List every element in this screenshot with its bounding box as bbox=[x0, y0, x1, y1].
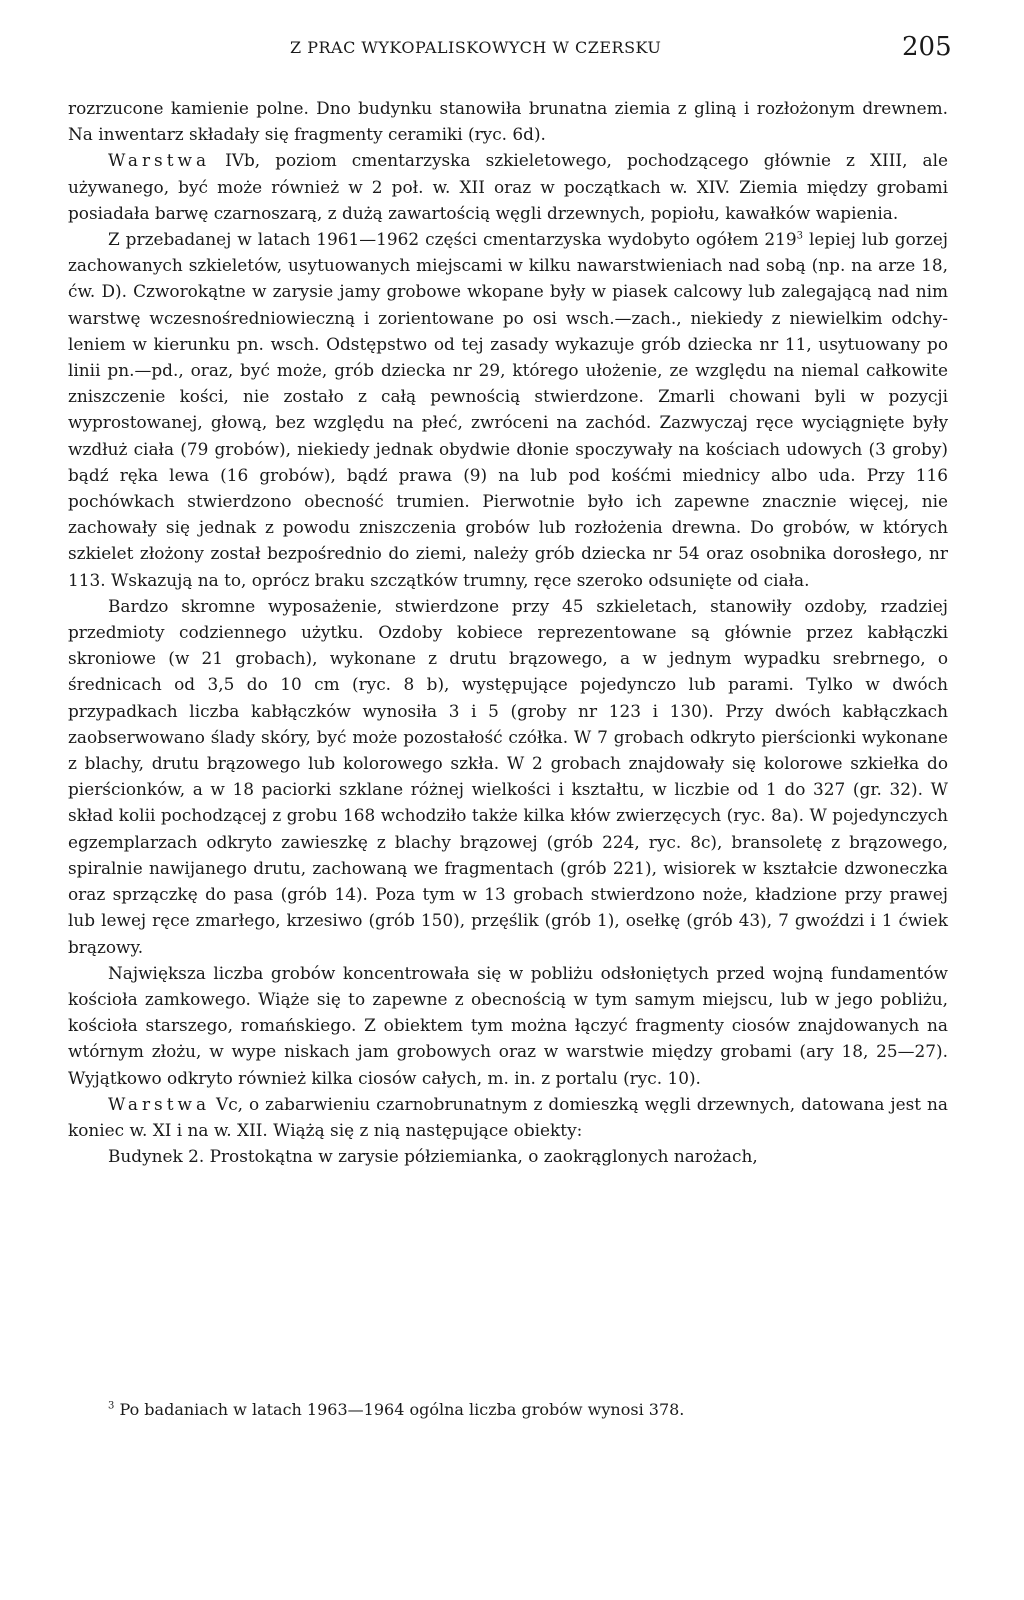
paragraph-text: lepiej lub gorzej zachowanych szkieletów, usytuowanych miejscami w kilku nawarstwieniach nad sobą (np. na arze 18, ćw. D). Czworokątne w zarysie jamy grobowe wkopane były w piasek calcowy lub zalegającą nad nim warstwę wczesnośredniowieczną i zorientowane po osi wsch.—zach., niekiedy z niewielkim odchyleniem w kierunku pn. wsch. Odstępstwo od tej zasady wykazuje grób dziecka nr 11, usytuowany po linii pn.—pd., oraz, być może, grób dziecka nr 29, którego ułożenie, ze względu na niemal całkowite zniszczenie kości, nie zostało z całą pewnością stwierdzone. Zmarli chowani byli w pozycji wyprostowanej, głową, bez względu na płeć, zwróceni na zachód. Zazwyczaj ręce wyciągnięte były wzdłuż ciała (79 grobów), niekiedy jednak obydwie dłonie spoczywały na kościach udowych (3 groby) bądź ręka lewa (16 grobów), bądź prawa (9) na lub pod kośćmi miednicy albo uda. Przy 116 pochówkach stwierdzono obecność trumien. Pierwotnie było ich zapewne znacznie więcej, nie zachowały się jednak z powodu zniszczenia grobów lub rozłożenia drewna. Do grobów, w których szkielet złożony został bezpośrednio do ziemi, należy grób dziecka nr 54 oraz osobnika dorosłego, nr 113. Wskazują na to, oprócz braku szczątków trumny, ręce szeroko odsunięte od ciała. bbox=[68, 229, 948, 590]
paragraph-text: Bardzo skromne wyposażenie, stwierdzone przy 45 szkieletach, stanowiły ozdoby, rzadziej przedmioty codziennego użytku. Ozdoby kobiece reprezentowane są głównie przez kabłączki skroniowe (w 21 grobach), wykonane z drutu brązowego, a w jednym wypadku srebrnego, o średnicach od 3,5 do 10 cm (ryc. 8 b), występujące pojedynczo lub parami. Tylko w dwóch przypadkach liczba kabłączków wynosiła 3 i 5 (groby nr 123 i 130). Przy dwóch kabłączkach zaobserwowano ślady skóry, być może pozostałość czółka. W 7 grobach odkryto pierścionki wykonane z blachy, drutu brązowego lub kolorowego szkła. W 2 grobach znajdowały się kolorowe szkiełka do pierścionków, a w 18 paciorki szklane różnej wielkości i kształtu, w liczbie od 1 do 327 (gr. 32). W skład kolii pochodzącej z grobu 168 wchodziło także kilka kłów zwierzęcych (ryc. 8a). W pojedynczych egzemplarzach odkryto zawieszkę z blachy brązowej (grób 224, ryc. 8c), bransoletę z brązowego, spiralnie nawijanego drutu, zachowaną we fragmentach (grób 221), wisiorek w kształcie dzwoneczka oraz sprzączkę do pasa (grób 14). Poza tym w 13 grobach stwierdzono noże, kładzione przy prawej lub lewej ręce zmarłego, krzesiwo (grób 150), przęślik (grób 1), osełkę (grób 43), 7 gwoździ i 1 ćwiek brązowy. bbox=[68, 595, 948, 957]
page-number: 205 bbox=[902, 32, 952, 62]
footnote bbox=[108, 1398, 948, 1422]
paragraph bbox=[68, 593, 948, 960]
body-text bbox=[68, 95, 948, 1169]
paragraph bbox=[68, 1143, 948, 1169]
footnote-marker: 3 bbox=[108, 1400, 115, 1412]
paragraph-text: Największa liczba grobów koncentrowała się w pobliżu odsłoniętych przed wojną fundamentów kościoła zamkowego. Wiąże się to zapewne z obecnością w tym samym miejscu, lub w jego pobliżu, kościoła starszego, romańskiego. Z obiektem tym można łączyć fragmenty ciosów znajdowanych na wtórnym złożu, w wype niskach jam grobowych oraz w warstwie między grobami (ary 18, 25—27). Wyjątkowo odkryto również kilka ciosów całych, m. in. z portalu (ryc. 10). bbox=[68, 962, 948, 1088]
paragraph-text: Z przebadanej w latach 1961—1962 części cmentarzyska wydobyto ogółem 219 bbox=[108, 229, 797, 250]
paragraph-text: Vc, o zabarwieniu czarnobrunatnym z domieszką węgli drzewnych, datowana jest na koniec w. XI i na w. XII. Wiążą się z nią następujące obiekty: bbox=[68, 1093, 948, 1140]
paragraph bbox=[68, 95, 948, 147]
paragraph-text: IVb, poziom cmentarzyska szkieletowego, pochodzącego głównie z XIII, ale używanego, być może również w 2 poł. w. XII oraz w początkach w. XIV. Ziemia między grobami posiadała barwę czarnoszarą, z dużą zawartością węgli drzewnych, popiołu, kawałków wapienia. bbox=[68, 150, 948, 223]
paragraph-text: rozrzucone kamienie polne. Dno budynku stanowiła brunatna ziemia z gliną i rozłożonym drewnem. Na inwentarz składały się fragmenty ceramiki (ryc. 6d). bbox=[68, 98, 948, 145]
paragraph bbox=[68, 226, 948, 593]
running-title: Z PRAC WYKOPALISKOWYCH W CZERSKU bbox=[290, 38, 662, 57]
paragraph bbox=[68, 147, 948, 226]
spaced-term: Warstwa bbox=[108, 150, 211, 171]
running-header bbox=[0, 30, 1024, 70]
footnote-text: Po badaniach w latach 1963—1964 ogólna liczba grobów wynosi 378. bbox=[114, 1400, 685, 1419]
spaced-term: Warstwa bbox=[108, 1093, 211, 1114]
paragraph bbox=[68, 1091, 948, 1143]
footnote-reference: 3 bbox=[796, 230, 804, 242]
paragraph-text: Budynek 2. Prostokątna w zarysie półziemianka, o zaokrąglonych narożach, bbox=[108, 1146, 758, 1167]
paragraph bbox=[68, 960, 948, 1091]
